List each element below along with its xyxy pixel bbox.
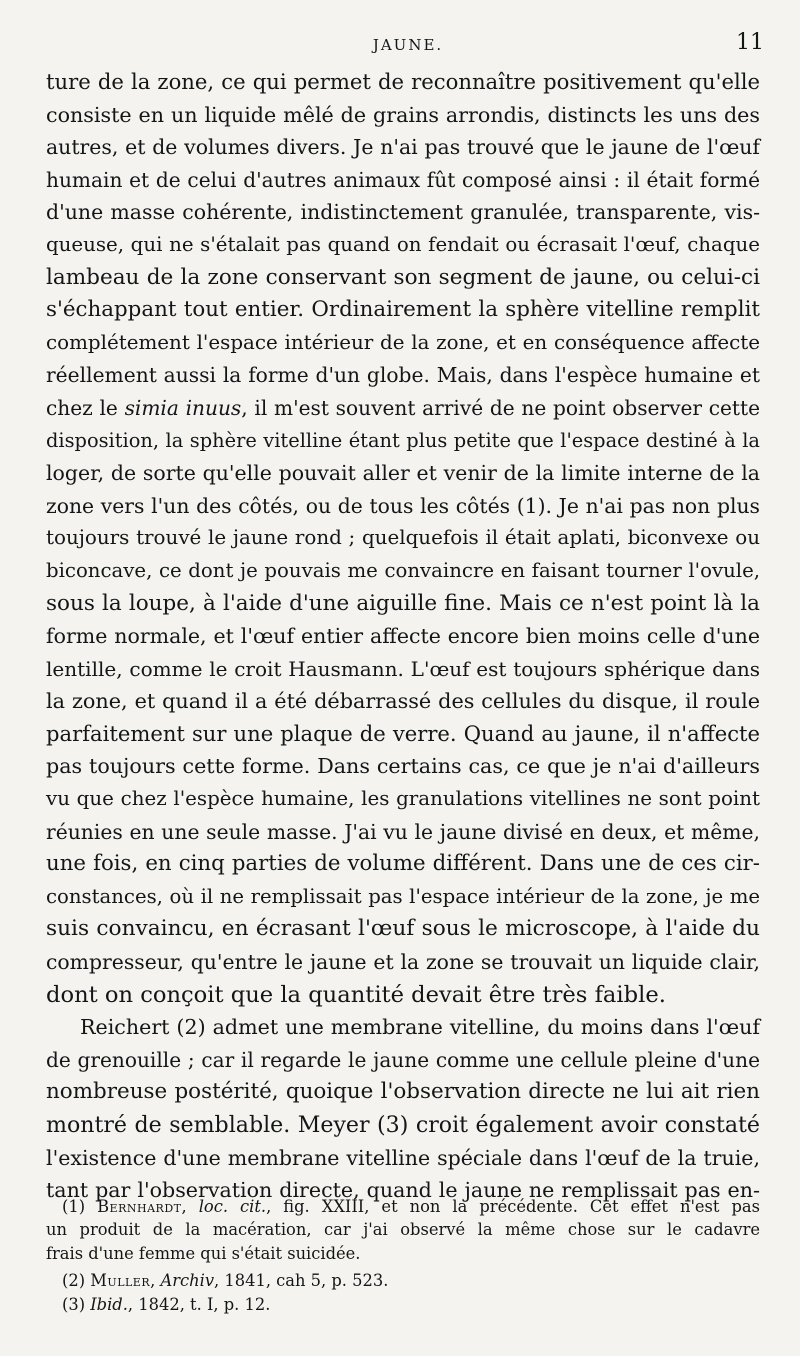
text-fragment: chez le <box>46 395 125 420</box>
text-line: loger, de sorte qu'elle pouvait aller et venir de la limite interne de la <box>46 461 760 486</box>
footnote-text: , 1841, cah 5, p. 523. <box>214 1271 389 1291</box>
text-line: lentille, comme le croit Hausmann. L'œuf est toujours sphérique dans <box>46 656 760 681</box>
text-line: la zone, et quand il a été débarrassé des cellules du disque, il roule <box>46 689 760 714</box>
footnote-marker: (1) <box>62 1197 86 1216</box>
text-line-paragraph-end: dont on conçoit que la quantité devait être très faible. <box>46 981 666 1008</box>
text-line: compresseur, qu'entre le jaune et la zone se trouvait un liquide clair, <box>46 950 760 975</box>
text-line: forme normale, et l'œuf entier affecte encore bien moins celle d'une <box>46 624 760 649</box>
text-line: sous la loupe, à l'aide d'une aiguille fine. Mais ce n'est point là la <box>46 590 760 616</box>
footnote-1-line-2: un produit de la macération, car j'ai observé la même chose sur le cadavre <box>46 1220 760 1240</box>
running-title: JAUNE. <box>372 36 444 54</box>
text-line: queuse, qui ne s'étalait pas quand on fendait ou écrasait l'œuf, chaque <box>46 232 760 256</box>
body-text <box>46 66 760 1207</box>
text-line: s'échappant tout entier. Ordinairement la sphère vitelline remplit <box>46 297 760 323</box>
text-fragment: , il m'est souvent arrivé de ne point observer cette <box>241 395 760 420</box>
footnote-1: (1) Bernhardt, loc. cit., fig. XXIII, et non la précédente. Cet effet n'est pas <box>62 1197 760 1216</box>
text-line: l'existence d'une membrane vitelline spéciale dans l'œuf de la truie, <box>46 1145 760 1170</box>
text-line: réellement aussi la forme d'un globe. Mais, dans l'espèce humaine et <box>46 363 760 388</box>
page-header <box>46 30 770 60</box>
text-line: biconcave, ce dont je pouvais me convaincre en faisant tourner l'ovule, <box>46 558 760 582</box>
text-line: complétement l'espace intérieur de la zone, et en conséquence affecte <box>46 330 760 354</box>
text-line: ture de la zone, ce qui permet de reconnaître positivement qu'elle <box>46 69 760 94</box>
text-line-simia <box>46 392 760 425</box>
text-line: de grenouille ; car il regarde le jaune comme une cellule pleine d'une <box>46 1047 760 1072</box>
footnote-author: Muller <box>90 1271 151 1291</box>
text-line: constances, où il ne remplissait pas l'espace intérieur de la zone, je me <box>46 884 760 908</box>
text-line: réunies en une seule masse. J'ai vu le jaune divisé en deux, et même, <box>46 819 760 844</box>
footnote-1-line-3: frais d'une femme qui s'était suicidée. <box>46 1243 361 1263</box>
page-number: 11 <box>736 30 764 55</box>
species-name: simia inuus <box>124 395 242 420</box>
footnote-author: Bernhardt <box>97 1197 182 1216</box>
footnote-marker: (3) <box>62 1294 86 1314</box>
footnote-marker: (2) <box>62 1271 86 1291</box>
text-line: consiste en un liquide mêlé de grains arrondis, distincts les uns des <box>46 102 760 127</box>
text-line: toujours trouvé le jaune rond ; quelquefois il était aplati, biconvexe ou <box>46 526 760 550</box>
footnote-2: (2) Muller, Archiv, 1841, cah 5, p. 523. <box>62 1271 389 1291</box>
text-line: suis convaincu, en écrasant l'œuf sous le microscope, à l'aide du <box>46 916 760 942</box>
text-line-paragraph-start: Reichert (2) admet une membrane vitelline, du moins dans l'œuf <box>80 1015 760 1040</box>
footnote-reference: Ibid. <box>90 1294 128 1314</box>
text-line: lambeau de la zone conservant son segment de jaune, ou celui-ci <box>46 264 760 290</box>
footnote-text: , fig. XXIII, et non la précédente. Cet effet n'est pas <box>266 1197 760 1216</box>
footnote-text: , 1842, t. I, p. 12. <box>127 1294 271 1314</box>
text-line: parfaitement sur une plaque de verre. Quand au jaune, il n'affecte <box>46 720 760 746</box>
footnote-3 <box>46 1293 760 1316</box>
footnotes <box>46 1195 760 1316</box>
text-line: vu que chez l'espèce humaine, les granulations vitellines ne sont point <box>46 787 760 811</box>
text-line: autres, et de volumes divers. Je n'ai pas trouvé que le jaune de l'œuf <box>46 135 760 160</box>
text-line: d'une masse cohérente, indistinctement granulée, transparente, vis- <box>46 200 760 225</box>
text-line: zone vers l'un des côtés, ou de tous les côtés (1). Je n'ai pas non plus <box>46 493 760 518</box>
text-line: une fois, en cinq parties de volume différent. Dans une de ces cir- <box>46 851 760 877</box>
text-line: disposition, la sphère vitelline étant plus petite que l'espace destiné à la <box>46 428 760 452</box>
text-line: pas toujours cette forme. Dans certains cas, ce que je n'ai d'ailleurs <box>46 754 760 779</box>
text-line: nombreuse postérité, quoique l'observation directe ne lui ait rien <box>46 1079 760 1105</box>
footnote-reference: loc. cit. <box>198 1197 267 1216</box>
text-line: montré de semblable. Meyer (3) croit également avoir constaté <box>46 1112 760 1138</box>
text-line: tant par l'observation directe, quand le jaune ne remplissait pas en- <box>46 1178 760 1203</box>
footnote-reference: Archiv <box>160 1271 215 1291</box>
text-line: humain et de celui d'autres animaux fût composé ainsi : il était formé <box>46 167 760 192</box>
